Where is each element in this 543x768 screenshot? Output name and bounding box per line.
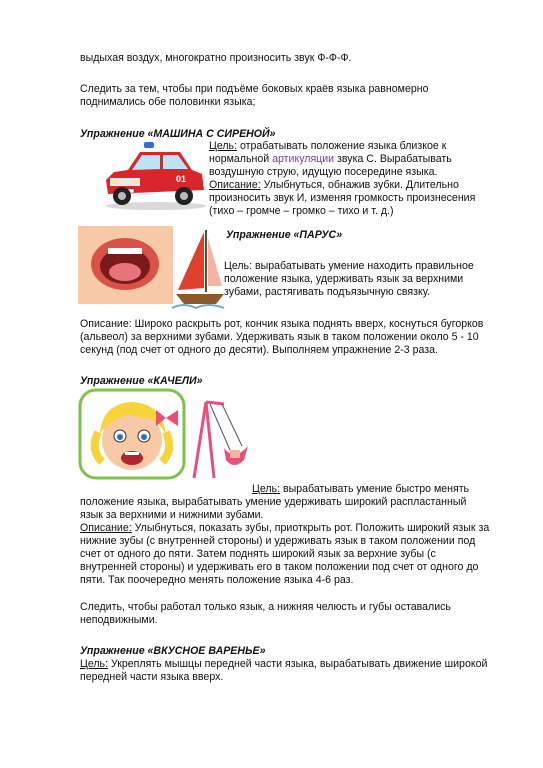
red-car-image (100, 140, 208, 212)
jam-goal-text-1: Укреплять мышцы передней части языка, вырабатывать движение широкой (108, 658, 488, 670)
sail-goal-line-2: положение языка, удерживать язык за верхними (224, 273, 464, 285)
intro-line-3: поднимались обе половинки языка; (80, 96, 256, 108)
intro-line-1: выдыхая воздух, многократно произносить звук Ф-Ф-Ф. (80, 52, 352, 64)
car-desc-line-1 (209, 179, 459, 192)
car-goal-text-2a: нормальной (209, 153, 273, 165)
sail-desc-line-3: секунд (под счет от одного до десяти). Выполняем упражнение 2-3 раза. (80, 344, 438, 356)
swing-goal-line-1 (252, 483, 469, 496)
jam-goal-label: Цель: (80, 658, 109, 670)
swing-desc-text-1: Улыбнуться, показать зубы, приоткрыть рот. Положить широкий язык за (131, 522, 490, 534)
swing-goal-line-3: язык за верхними и нижними зубами. (80, 509, 264, 521)
car-desc-text-1: Улыбнуться, обнажив зубки. Длительно (260, 179, 459, 191)
swing-desc-line-5: пяти. Так поочередно менять положение языка 4-6 раз. (80, 574, 354, 586)
jam-goal-line-1 (80, 658, 487, 671)
sail-exercise-title: Упражнение «ПАРУС» (226, 229, 343, 241)
swing-goal-text-1: вырабатывать умение быстро менять (280, 483, 470, 495)
swing-goal-label: Цель: (252, 483, 281, 495)
intro-line-2: Следить за тем, чтобы при подъёме боковых краёв языка равномерно (80, 83, 429, 95)
car-goal-label: Цель: (209, 140, 238, 152)
car-goal-text-1: отрабатывать положение языка близкое к (237, 140, 447, 152)
swing-desc-line-4: внутренней стороны) и удерживать его в таком положении под счет от одного до (80, 561, 479, 573)
swing-desc-label: Описание: (80, 522, 132, 534)
car-goal-line-1 (209, 140, 446, 153)
swing-goal-line-2: положение языка, вырабатывать умение удерживать широкий распластанный (80, 496, 467, 508)
car-desc-label: Описание: (209, 179, 261, 191)
car-goal-line-3: воздушную струю, идущую посередине языка. (209, 166, 438, 178)
swing-desc-line-1 (80, 522, 489, 535)
girl-face-image (78, 388, 186, 480)
sail-goal-line-3: зубами, растягивать подъязычную связку. (224, 286, 430, 298)
articulation-link[interactable]: артикуляции (272, 153, 335, 165)
car-goal-line-2 (209, 153, 452, 166)
sail-desc-line-2: (альвеол) за верхними зубами. Удерживать язык в таком положении около 5 - 10 (80, 331, 479, 343)
jam-exercise-title: Упражнение «ВКУСНОЕ ВАРЕНЬЕ» (80, 645, 266, 657)
car-goal-text-2b: звука С. Вырабатывать (334, 153, 452, 165)
swing-desc-line-2: нижние зубы (с внутренней стороны) и удерживать язык в таком положении под (80, 535, 476, 547)
sail-goal-line-1: Цель: вырабатывать умение находить правильное (224, 260, 474, 272)
car-desc-line-3: (тихо – громче – громко – тихо и т. д.) (209, 205, 394, 217)
swing-note-line-1: Следить, чтобы работал только язык, а нижняя челюсть и губы оставались (80, 601, 451, 613)
car-exercise-title: Упражнение «МАШИНА С СИРЕНОЙ» (80, 128, 276, 140)
swing-exercise-title: Упражнение «КАЧЕЛИ» (80, 375, 203, 387)
car-plate-text: 01 (176, 174, 187, 184)
sailboat-image (170, 228, 226, 310)
open-mouth-image (78, 226, 173, 304)
swing-desc-line-3: счет от одного до пяти. Затем поднять широкий язык за верхние зубы (с (80, 548, 436, 560)
sail-desc-line-1: Описание: Широко раскрыть рот, кончик языка поднять вверх, коснуться бугорков (80, 318, 484, 330)
swing-note-line-2: неподвижными. (80, 614, 158, 626)
swing-image (190, 398, 252, 480)
jam-goal-line-2: передней части языка вверх. (80, 671, 224, 683)
car-desc-line-2: произносить звук И, изменяя громкость произнесения (209, 192, 476, 204)
